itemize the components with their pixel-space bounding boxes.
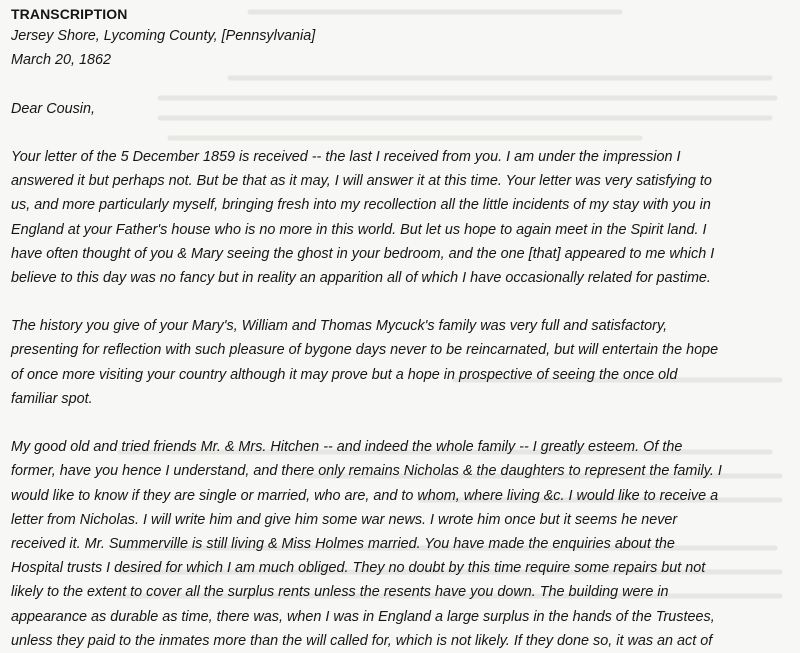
- blank-line: [11, 290, 794, 314]
- paragraph-line: familiar spot.: [11, 390, 93, 407]
- paragraph-line: Hospital trusts I desired for which I am much obliged. They no doubt by this time require some repairs but not: [11, 560, 706, 577]
- paragraph-line: Your letter of the 5 December 1859 is received -- the last I received from you. I am under the impression I: [11, 148, 681, 165]
- letter-date: March 20, 1862: [11, 52, 111, 69]
- paragraph-line: have often thought of you & Mary seeing the ghost in your bedroom, and the one [that] appeared to me which I: [11, 245, 715, 262]
- paragraph-line: answered it but perhaps not. But be that as it may, I will answer it at this time. Your letter was very satisfying to: [11, 173, 712, 190]
- paragraph-line: letter from Nicholas. I will write him and give him some war news. I wrote him once but it seems he never: [11, 511, 678, 528]
- blank-line: [11, 121, 794, 145]
- paragraph-1: [11, 145, 794, 290]
- paragraph-line: likely to the extent to cover all the surplus rents unless the resents have you down. The building were in: [11, 584, 669, 601]
- paragraph-line: believe to this day was no fancy but in reality an apparition all of which I have occasionally related for pastime.: [11, 269, 711, 286]
- letter-salutation: Dear Cousin,: [11, 100, 95, 117]
- paragraph-line: unless they paid to the inmates more than the will called for, which is not likely. If they done so, it was an act of: [11, 632, 713, 649]
- paragraph-line: My good old and tried friends Mr. & Mrs. Hitchen -- and indeed the whole family -- I greatly esteem. Of the: [11, 439, 683, 456]
- paragraph-line: former, have you hence I understand, and there only remains Nicholas & the daughters to represent the family. I: [11, 463, 722, 480]
- paragraph-line: would like to know if they are single or married, who are, and to whom, where living &c. I would like to receive a: [11, 487, 719, 504]
- transcription-heading: TRANSCRIPTION: [11, 6, 128, 22]
- letter-body: [11, 24, 794, 653]
- paragraph-line: England at your Father's house who is no more in this world. But let us hope to again meet in the Spirit land. I: [11, 221, 707, 238]
- paragraph-line: presenting for reflection with such pleasure of bygone days never to be reincarnated, but will entertain the hope: [11, 342, 719, 359]
- paragraph-line: The history you give of your Mary's, William and Thomas Mycuck's family was very full and satisfactory,: [11, 318, 668, 335]
- paragraph-3: [11, 435, 794, 653]
- blank-line: [11, 411, 794, 435]
- letter-place: Jersey Shore, Lycoming County, [Pennsylvania]: [11, 28, 316, 44]
- paragraph-line: us, and more particularly myself, bringing fresh into my recollection all the little incidents of my stay with you in: [11, 197, 711, 214]
- paragraph-2: [11, 314, 794, 411]
- paragraph-line: appearance as durable as time, there was, when I was in England a large surplus in the hands of the Trustees,: [11, 608, 715, 625]
- blank-line: [11, 72, 794, 96]
- paragraph-line: received it. Mr. Summerville is still living & Miss Holmes married. You have made the enquiries about the: [11, 535, 675, 552]
- paragraph-line: of once more visiting your country although it may prove but a hope in prospective of seeing the once old: [11, 366, 678, 383]
